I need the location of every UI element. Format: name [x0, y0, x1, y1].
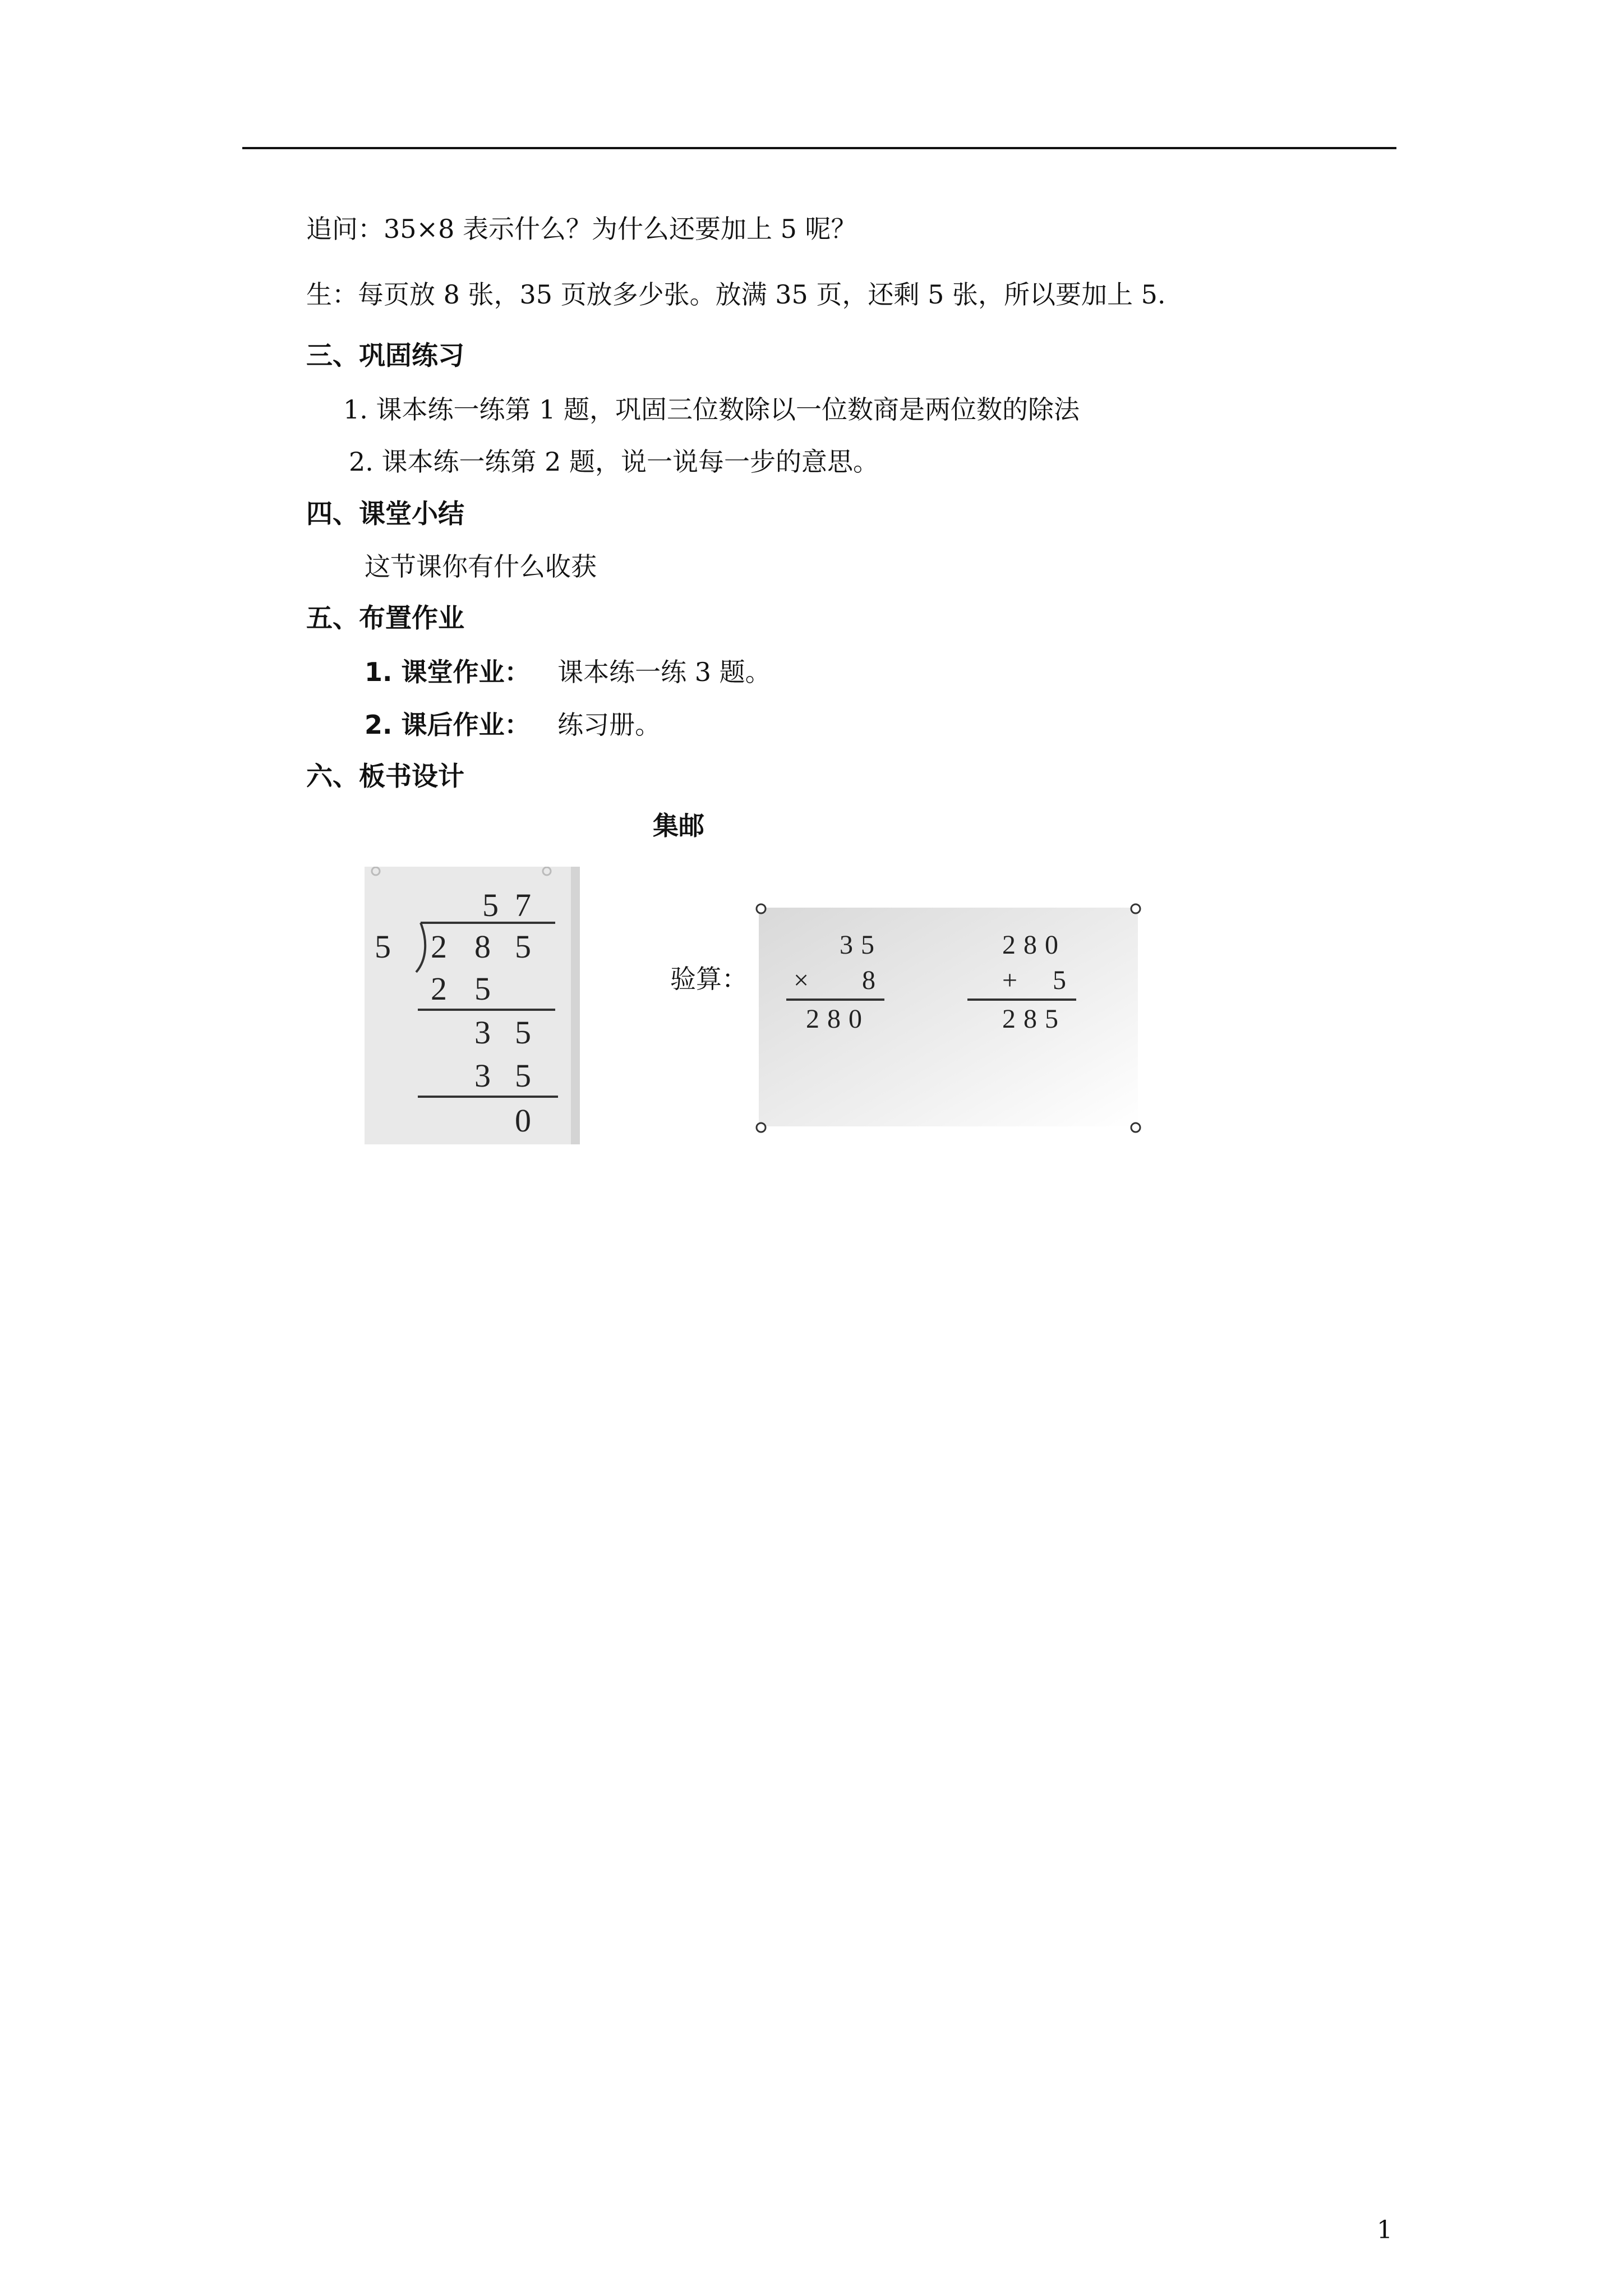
- divisor: 5: [375, 928, 391, 965]
- section-4-heading: 四、课堂小结: [306, 499, 464, 530]
- section-3-item-1: 1. 课本练一练第 1 题，巩固三位数除以一位数商是两位数的除法: [343, 394, 1080, 425]
- section-5-item-2: [365, 708, 661, 742]
- answer-line: 生：每页放 8 张，35 页放多少张。放满 35 页，还剩 5 张，所以要加上 5.: [306, 279, 1166, 310]
- section-6-heading: 六、板书设计: [306, 761, 464, 792]
- dividend-digit-3: 5: [515, 928, 531, 965]
- mult-result: 280: [806, 1004, 870, 1034]
- section-5-heading: 五、布置作业: [306, 603, 464, 634]
- remainder: 0: [515, 1102, 531, 1139]
- section-3-heading: 三、巩固练习: [306, 341, 464, 371]
- mult-operator: ×: [794, 965, 809, 995]
- add-result: 285: [1002, 1004, 1066, 1034]
- page-number: 1: [1377, 2216, 1393, 2244]
- mult-top: 35: [840, 930, 882, 960]
- step3-digit-1: 3: [474, 1057, 491, 1094]
- question-line: 追问：35×8 表示什么？为什么还要加上 5 呢？: [306, 214, 857, 244]
- dividend-digit-1: 2: [431, 928, 447, 965]
- homework-text: 练习册。: [557, 710, 661, 740]
- classwork-text: 课本练一练 3 题。: [557, 657, 771, 687]
- step2-digit-2: 5: [515, 1014, 531, 1051]
- add-top: 280: [1002, 930, 1066, 960]
- step2-digit-1: 3: [474, 1014, 491, 1051]
- dividend-digit-2: 8: [474, 928, 491, 965]
- add-operator: +: [1002, 965, 1018, 995]
- long-division-image: [365, 867, 580, 1144]
- quotient-digit-1: 5: [482, 887, 499, 923]
- classwork-label: 1. 课堂作业：: [365, 657, 531, 687]
- step1-digit-1: 2: [431, 970, 447, 1007]
- step1-digit-2: 5: [474, 970, 491, 1007]
- check-label: 验算：: [670, 964, 748, 994]
- header-rule: [242, 147, 1396, 149]
- section-3-item-2: 2. 课本练一练第 2 题，说一说每一步的意思。: [349, 447, 879, 477]
- verification-image: [755, 903, 1142, 1133]
- homework-label: 2. 课后作业：: [365, 710, 531, 740]
- add-by: 5: [1053, 965, 1066, 995]
- board-title: 集邮: [653, 811, 704, 841]
- mult-by: 8: [862, 965, 875, 995]
- quotient-digit-2: 7: [515, 887, 531, 923]
- step3-digit-2: 5: [515, 1057, 531, 1094]
- section-5-item-1: [365, 655, 771, 689]
- section-4-item-1: 这节课你有什么收获: [365, 551, 597, 582]
